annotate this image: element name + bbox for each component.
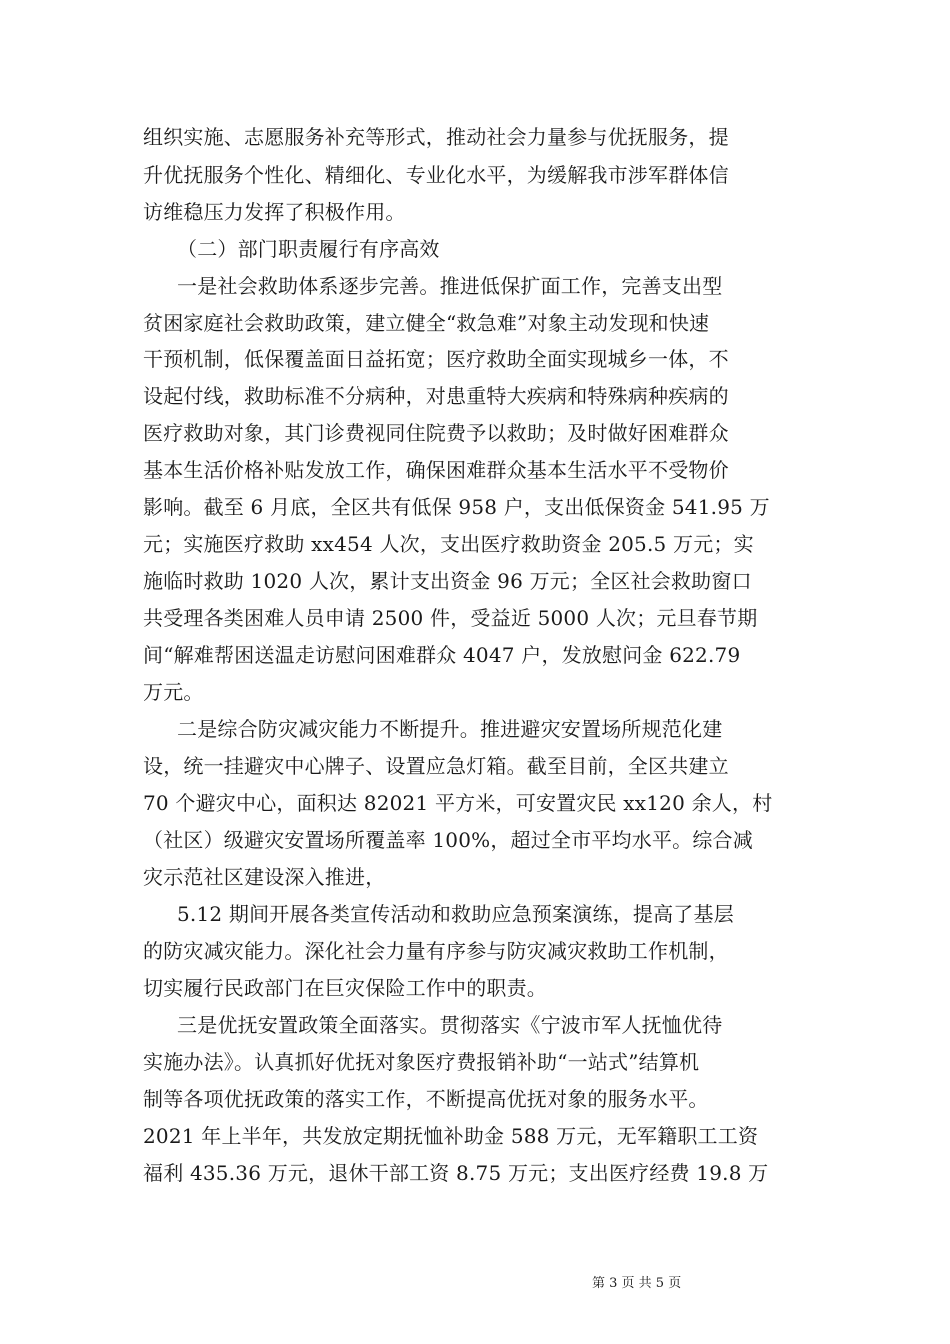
body-text-line: 医疗救助对象，其门诊费视同住院费予以救助；及时做好困难群众 [143,421,729,445]
body-text-line: 设，统一挂避灾中心牌子、设置应急灯箱。截至目前，全区共建立 [143,754,729,778]
body-text-line: 一是社会救助体系逐步完善。推进低保扩面工作，完善支出型 [177,274,723,298]
body-text-line: 干预机制，低保覆盖面日益拓宽；医疗救助全面实现城乡一体，不 [143,347,729,371]
body-text-line: 施临时救助 1020 人次，累计支出资金 96 万元；全区社会救助窗口 [143,569,752,593]
body-text-line: 实施办法》。认真抓好优抚对象医疗费报销补助“一站式”结算机 [143,1050,700,1074]
body-text-line: （社区）级避灾安置场所覆盖率 100%，超过全市平均水平。综合减 [143,828,753,852]
body-text-line: 5.12 期间开展各类宣传活动和救助应急预案演练，提高了基层 [177,902,734,926]
body-text-line: 灾示范社区建设深入推进， [143,865,386,889]
body-text-line: 基本生活价格补贴发放工作，确保困难群众基本生活水平不受物价 [143,458,729,482]
body-text-line: 影响。截至 6 月底，全区共有低保 958 户，支出低保资金 541.95 万 [143,495,770,519]
body-text-line: 70 个避灾中心，面积达 82021 平方米，可安置灾民 xx120 余人，村 [143,791,773,815]
body-text-line: 切实履行民政部门在巨灾保险工作中的职责。 [143,976,547,1000]
body-text-line: 组织实施、志愿服务补充等形式，推动社会力量参与优抚服务，提 [143,125,729,149]
body-text-line: 三是优抚安置政策全面落实。贯彻落实《宁波市军人抚恤优待 [177,1013,723,1037]
body-text-line: 升优抚服务个性化、精细化、专业化水平，为缓解我市涉军群体信 [143,163,729,187]
body-text-line: 万元。 [143,680,204,704]
body-text-line: 二是综合防灾减灾能力不断提升。推进避灾安置场所规范化建 [177,717,723,741]
body-text-line: 2021 年上半年，共发放定期抚恤补助金 588 万元，无军籍职工工资 [143,1124,759,1148]
body-text-line: 元；实施医疗救助 xx454 人次，支出医疗救助资金 205.5 万元；实 [143,532,754,556]
body-text-line: 制等各项优抚政策的落实工作，不断提高优抚对象的服务水平。 [143,1087,709,1111]
body-text-line: 设起付线，救助标准不分病种，对患重特大疾病和特殊病种疾病的 [143,384,729,408]
body-text-line: 福利 435.36 万元，退休干部工资 8.75 万元；支出医疗经费 19.8 万 [143,1161,769,1185]
body-text-line: 的防灾减灾能力。深化社会力量有序参与防灾减灾救助工作机制， [143,939,729,963]
body-text-line: 共受理各类困难人员申请 2500 件，受益近 5000 人次；元旦春节期 [143,606,758,630]
body-text-line: 贫困家庭社会救助政策，建立健全“救急难”对象主动发现和快速 [143,311,710,335]
body-text-line: 间“解难帮困送温走访慰问困难群众 4047 户，发放慰问金 622.79 [143,643,741,667]
section-heading: （二）部门职责履行有序高效 [177,237,440,261]
body-text-line: 访维稳压力发挥了积极作用。 [143,200,406,224]
page-number-footer: 第 3 页 共 5 页 [592,1276,682,1291]
